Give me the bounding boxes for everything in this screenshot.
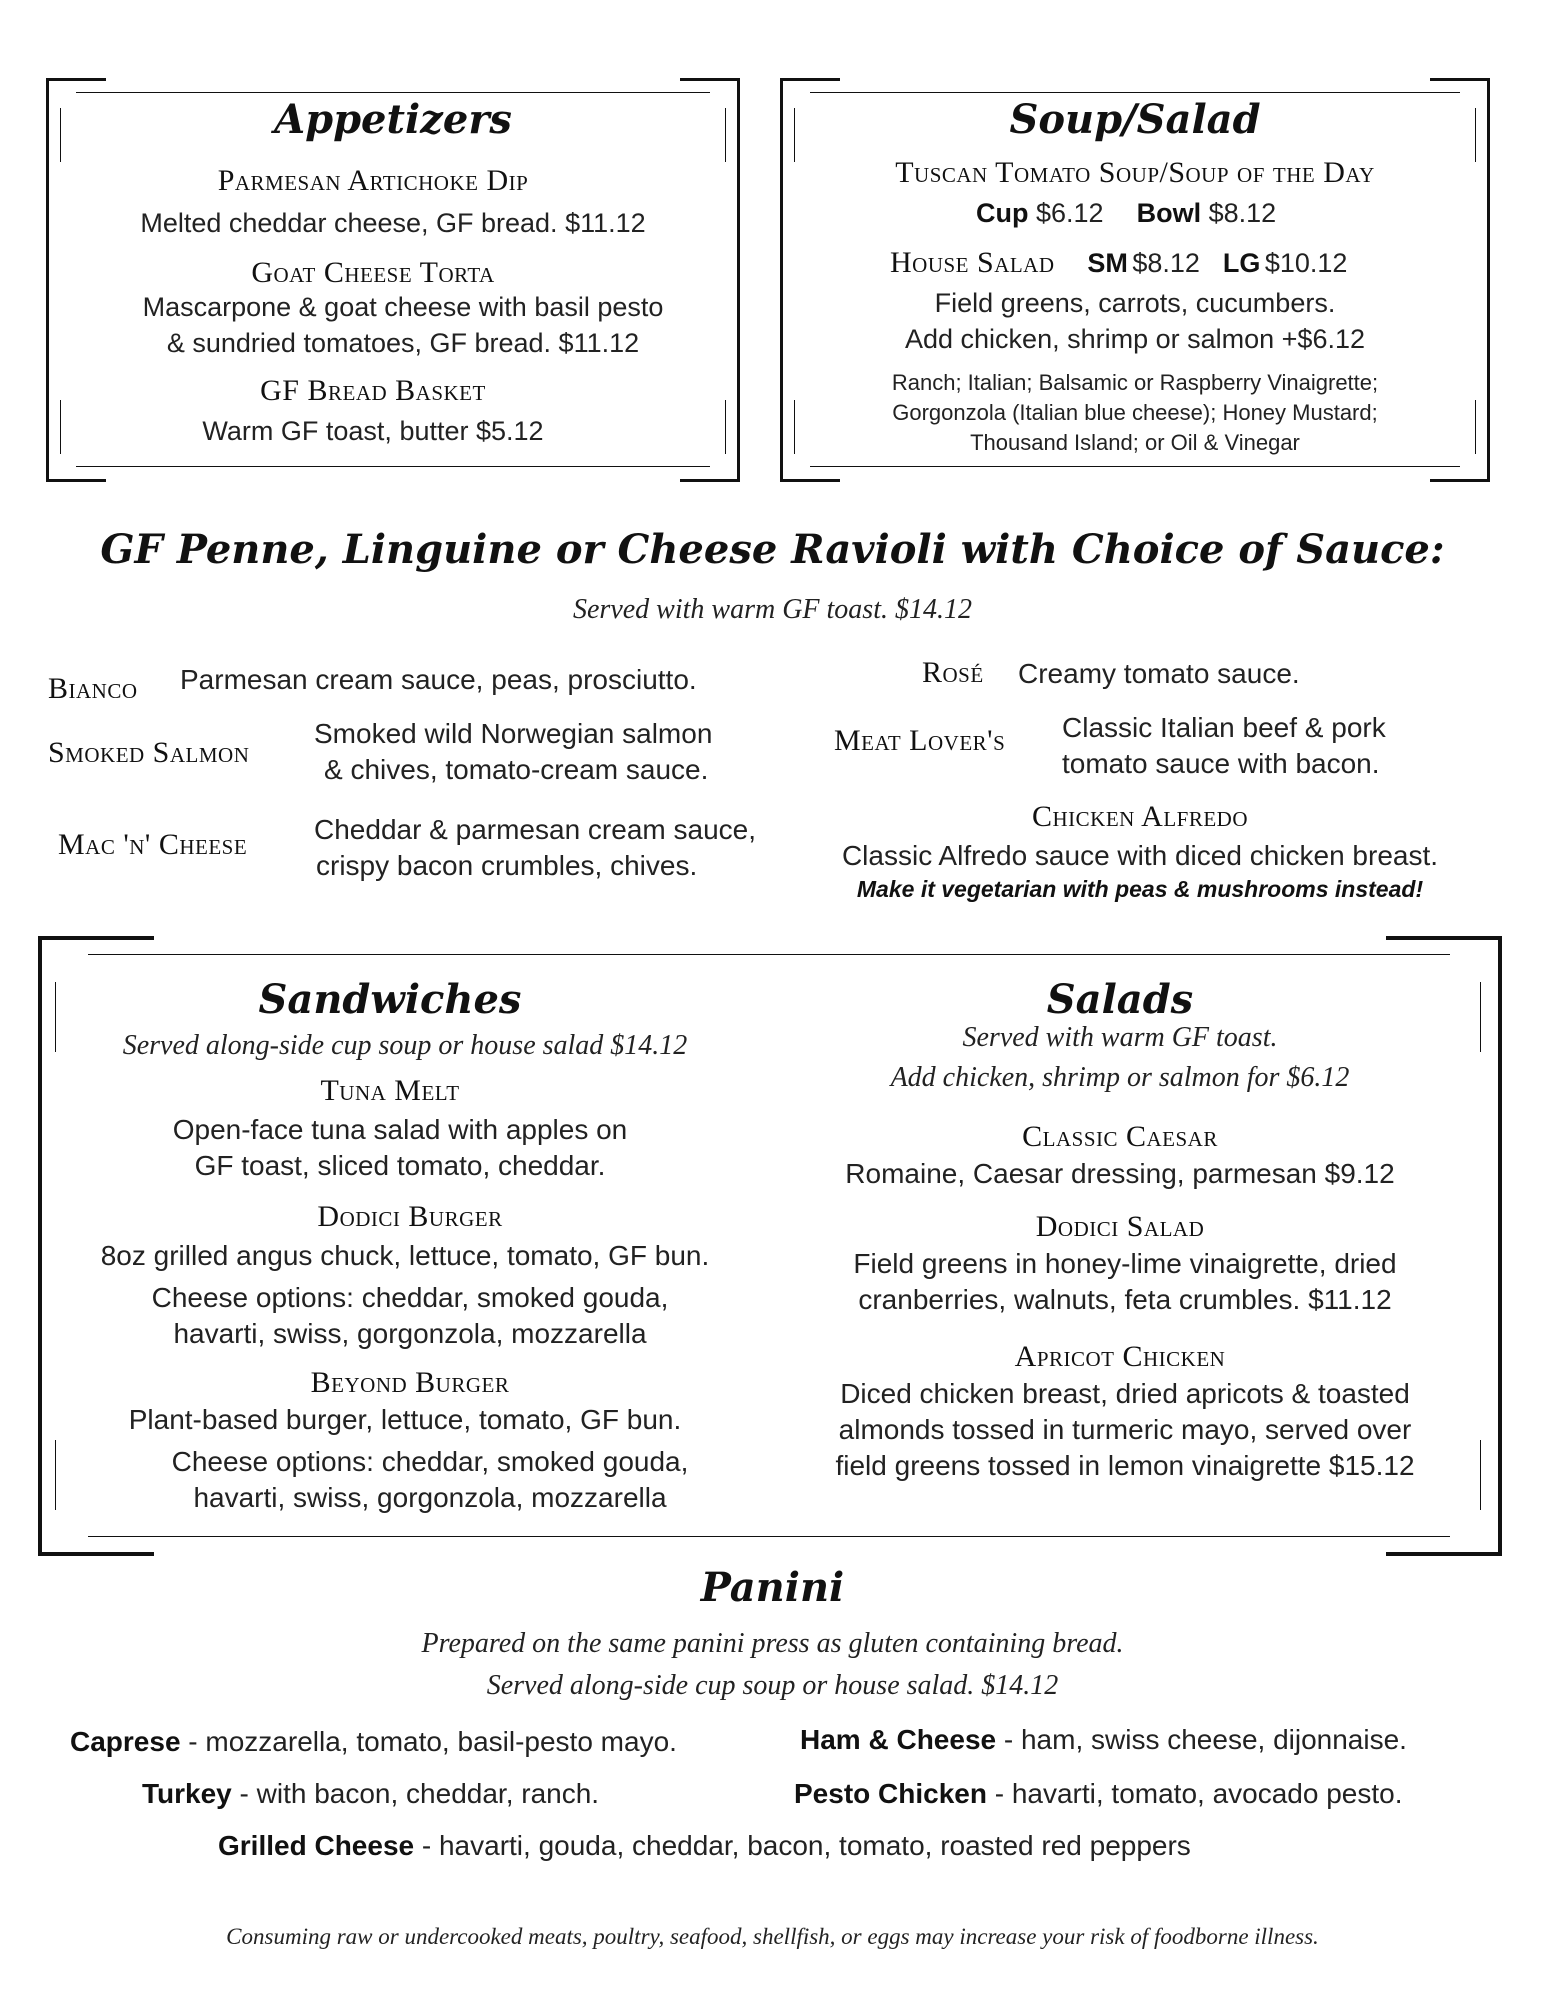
- caprese-desc: - mozzarella, tomato, basil-pesto mayo.: [180, 1726, 677, 1757]
- beyond-burger-desc: Plant-based burger, lettuce, tomato, GF bun.: [128, 1404, 682, 1435]
- chicken-alfredo-note: Make it vegetarian with peas & mushrooms instead!: [856, 876, 1424, 902]
- panini-title: Panini: [700, 1564, 845, 1611]
- pasta-subtitle: Served with warm GF toast. $14.12: [573, 594, 972, 625]
- beyond-burger-cheese-1: Cheese options: cheddar, smoked gouda,: [171, 1446, 689, 1477]
- bread-basket-name: GF Bread Basket: [260, 374, 486, 407]
- panini-note-1: Prepared on the same panini press as gluten containing bread.: [421, 1628, 1124, 1659]
- tomato-soup-name: Tuscan Tomato Soup/Soup of the Day: [895, 156, 1375, 189]
- goat-cheese-torta-desc-2: & sundried tomatoes, GF bread. $11.12: [166, 328, 640, 358]
- meat-lovers-desc-1: Classic Italian beef & pork: [1062, 712, 1386, 743]
- house-salad-row: [890, 246, 1347, 280]
- bowl-label: Bowl: [1136, 198, 1202, 228]
- soup-salad-title: Soup/Salad: [1009, 96, 1261, 143]
- caprese-name: Caprese: [70, 1726, 181, 1757]
- panini-pesto-chicken: [794, 1778, 1403, 1810]
- sm-price: $8.12: [1132, 248, 1200, 278]
- salads-subtitle-1: Served with warm GF toast.: [962, 1022, 1278, 1053]
- lg-label: LG: [1222, 248, 1261, 278]
- sm-label: SM: [1087, 248, 1128, 278]
- dressings-line-3: Thousand Island; or Oil & Vinegar: [970, 430, 1300, 455]
- dodici-burger-cheese-2: havarti, swiss, gorgonzola, mozzarella: [173, 1318, 647, 1349]
- dodici-burger-cheese-1: Cheese options: cheddar, smoked gouda,: [151, 1282, 669, 1313]
- foodborne-disclaimer: Consuming raw or undercooked meats, poultry, seafood, shellfish, or eggs may increase your risk of foodborne illness.: [226, 1924, 1319, 1949]
- rose-name: Rosé: [922, 656, 984, 689]
- house-salad-desc-1: Field greens, carrots, cucumbers.: [934, 288, 1336, 318]
- chicken-alfredo-name: Chicken Alfredo: [1031, 800, 1249, 833]
- sandwiches-subtitle: Served along-side cup soup or house salad $14.12: [122, 1030, 688, 1061]
- dressings-line-1: Ranch; Italian; Balsamic or Raspberry Vinaigrette;: [891, 370, 1379, 395]
- apricot-chicken-name: Apricot Chicken: [1014, 1340, 1226, 1373]
- ham-cheese-desc: - ham, swiss cheese, dijonnaise.: [996, 1724, 1407, 1755]
- lg-price: $10.12: [1264, 248, 1348, 278]
- smoked-salmon-name: Smoked Salmon: [48, 736, 250, 769]
- rose-desc: Creamy tomato sauce.: [1018, 658, 1300, 689]
- panini-note-2: Served along-side cup soup or house salad. $14.12: [486, 1670, 1059, 1701]
- turkey-name: Turkey: [142, 1778, 232, 1809]
- turkey-desc: - with bacon, cheddar, ranch.: [231, 1778, 600, 1809]
- grilled-cheese-name: Grilled Cheese: [218, 1830, 415, 1861]
- grilled-cheese-desc: - havarti, gouda, cheddar, bacon, tomato, roasted red peppers: [414, 1830, 1191, 1861]
- panini-ham-cheese: [800, 1724, 1407, 1756]
- classic-caesar-name: Classic Caesar: [1022, 1120, 1218, 1153]
- sandwiches-title: Sandwiches: [258, 976, 522, 1023]
- salads-subtitle-2: Add chicken, shrimp or salmon for $6.12: [890, 1062, 1350, 1093]
- bowl-price: $8.12: [1208, 198, 1277, 228]
- dodici-salad-name: Dodici Salad: [1035, 1210, 1205, 1243]
- artichoke-dip-desc: Melted cheddar cheese, GF bread. $11.12: [140, 208, 646, 238]
- panini-turkey: [142, 1778, 599, 1810]
- mac-cheese-name: Mac 'n' Cheese: [58, 828, 248, 861]
- bianco-name: Bianco: [48, 672, 138, 705]
- apricot-chicken-desc-3: field greens tossed in lemon vinaigrette $15.12: [835, 1450, 1415, 1481]
- smoked-salmon-desc-2: & chives, tomato-cream sauce.: [324, 754, 709, 785]
- dodici-burger-desc: 8oz grilled angus chuck, lettuce, tomato, GF bun.: [100, 1240, 710, 1271]
- dodici-salad-desc-2: cranberries, walnuts, feta crumbles. $11.12: [858, 1284, 1392, 1315]
- appetizers-title: Appetizers: [274, 96, 512, 143]
- panini-caprese: [70, 1726, 677, 1758]
- apricot-chicken-desc-1: Diced chicken breast, dried apricots & toasted: [840, 1378, 1410, 1409]
- soup-prices: [976, 198, 1276, 229]
- tuna-melt-name: Tuna Melt: [320, 1074, 460, 1107]
- dressings-line-2: Gorgonzola (Italian blue cheese); Honey Mustard;: [892, 400, 1378, 425]
- pasta-title: GF Penne, Linguine or Cheese Ravioli with Choice of Sauce:: [100, 526, 1445, 573]
- goat-cheese-torta-name: Goat Cheese Torta: [251, 256, 495, 289]
- tuna-melt-desc-2: GF toast, sliced tomato, cheddar.: [194, 1150, 606, 1181]
- chicken-alfredo-desc: Classic Alfredo sauce with diced chicken breast.: [841, 840, 1439, 871]
- tuna-melt-desc-1: Open-face tuna salad with apples on: [172, 1114, 628, 1145]
- pesto-chicken-name: Pesto Chicken: [794, 1778, 987, 1809]
- beyond-burger-name: Beyond Burger: [310, 1366, 510, 1399]
- mac-cheese-desc-2: crispy bacon crumbles, chives.: [316, 850, 698, 881]
- cup-price: $6.12: [1036, 198, 1104, 228]
- dodici-salad-desc-1: Field greens in honey-lime vinaigrette, dried: [853, 1248, 1397, 1279]
- meat-lovers-desc-2: tomato sauce with bacon.: [1062, 748, 1380, 779]
- mac-cheese-desc-1: Cheddar & parmesan cream sauce,: [314, 814, 756, 845]
- apricot-chicken-desc-2: almonds tossed in turmeric mayo, served over: [838, 1414, 1412, 1445]
- pesto-chicken-desc: - havarti, tomato, avocado pesto.: [986, 1778, 1403, 1809]
- salads-title: Salads: [1046, 976, 1194, 1023]
- meat-lovers-name: Meat Lover's: [834, 724, 1006, 757]
- house-salad-desc-2: Add chicken, shrimp or salmon +$6.12: [905, 324, 1365, 354]
- artichoke-dip-name: Parmesan Artichoke Dip: [217, 164, 529, 197]
- dodici-burger-name: Dodici Burger: [317, 1200, 503, 1233]
- panini-grilled-cheese: [218, 1830, 1191, 1862]
- ham-cheese-name: Ham & Cheese: [800, 1724, 997, 1755]
- beyond-burger-cheese-2: havarti, swiss, gorgonzola, mozzarella: [193, 1482, 667, 1513]
- bianco-desc: Parmesan cream sauce, peas, prosciutto.: [180, 664, 697, 695]
- classic-caesar-desc: Romaine, Caesar dressing, parmesan $9.12: [845, 1158, 1395, 1189]
- smoked-salmon-desc-1: Smoked wild Norwegian salmon: [314, 718, 713, 749]
- bread-basket-desc: Warm GF toast, butter $5.12: [202, 416, 544, 446]
- goat-cheese-torta-desc-1: Mascarpone & goat cheese with basil pesto: [142, 292, 664, 322]
- cup-label: Cup: [976, 198, 1029, 228]
- house-salad-name: House Salad: [890, 246, 1055, 279]
